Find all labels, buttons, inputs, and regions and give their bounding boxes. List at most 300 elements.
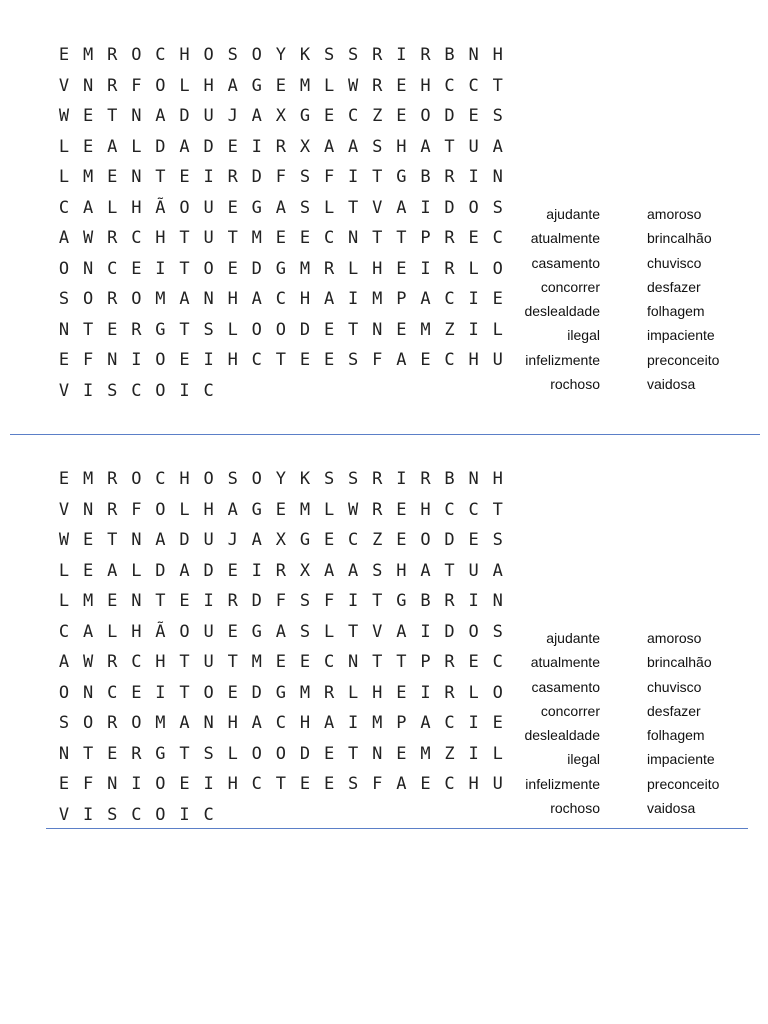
grid-letter: I: [420, 682, 431, 703]
word-list-item: ajudante: [546, 206, 600, 222]
grid-letter: Y: [275, 45, 287, 66]
grid-letter: A: [275, 621, 287, 642]
grid-letter: I: [83, 380, 94, 401]
grid-letter: R: [420, 469, 431, 490]
word-list-item: vaidosa: [647, 376, 696, 393]
grid-letter: N: [58, 743, 70, 764]
grid-letter: X: [275, 530, 287, 551]
grid-letter: O: [203, 469, 214, 490]
grid-letter: E: [396, 530, 407, 551]
grid-letter: B: [444, 45, 455, 66]
word-list-item: chuvisco: [647, 254, 702, 271]
grid-letter: X: [275, 106, 287, 127]
grid-letter: I: [203, 350, 214, 371]
grid-letter: C: [444, 350, 455, 371]
grid-letter: N: [468, 469, 479, 490]
grid-letter: N: [203, 713, 214, 734]
grid-letter: D: [155, 560, 166, 581]
grid-letter: C: [155, 45, 166, 66]
grid-letter: L: [58, 560, 70, 581]
grid-letter: S: [227, 45, 238, 66]
grid-letter: C: [203, 380, 214, 401]
grid-letter: S: [299, 591, 311, 612]
grid-letter: H: [179, 45, 190, 66]
grid-letter: S: [107, 804, 118, 825]
word-list-item: deslealdade: [524, 303, 600, 320]
grid-letter: M: [83, 469, 94, 490]
divider-line: [46, 828, 748, 829]
grid-letter: T: [107, 530, 118, 551]
grid-letter: A: [251, 106, 262, 127]
grid-letter: R: [107, 75, 118, 96]
grid-letter: A: [396, 774, 407, 795]
grid-letter: R: [227, 167, 238, 188]
grid-letter: T: [107, 106, 118, 127]
grid-letter: F: [323, 167, 335, 188]
grid-letter: C: [131, 804, 142, 825]
grid-letter: T: [348, 319, 359, 340]
grid-letter: Z: [444, 319, 455, 340]
grid-letter: T: [179, 258, 190, 279]
grid-letter: F: [131, 75, 142, 96]
grid-letter: T: [372, 591, 383, 612]
grid-letter: E: [396, 499, 407, 520]
grid-letter: M: [251, 228, 262, 249]
grid-letter: I: [420, 621, 431, 642]
word-list-item: chuvisco: [647, 678, 702, 695]
grid-letter: O: [83, 289, 94, 310]
grid-letter: E: [275, 652, 287, 673]
grid-letter: O: [179, 621, 190, 642]
grid-letter: S: [348, 774, 359, 795]
grid-letter: P: [396, 713, 407, 734]
grid-letter: V: [58, 380, 70, 401]
grid-letter: D: [444, 530, 455, 551]
grid-letter: G: [251, 621, 262, 642]
grid-letter: T: [227, 652, 238, 673]
grid-letter: O: [131, 289, 142, 310]
grid-letter: O: [83, 713, 94, 734]
grid-letter: L: [468, 682, 479, 703]
grid-letter: M: [420, 319, 431, 340]
grid-letter: L: [107, 197, 118, 218]
grid-letter: A: [155, 106, 166, 127]
grid-letter: E: [107, 167, 118, 188]
grid-letter: L: [179, 75, 190, 96]
grid-letter: W: [83, 228, 94, 249]
grid-letter: W: [58, 106, 70, 127]
grid-letter: D: [251, 167, 262, 188]
grid-letter: T: [348, 197, 359, 218]
grid-letter: T: [83, 743, 94, 764]
grid-letter: P: [420, 652, 431, 673]
grid-letter: R: [275, 136, 287, 157]
grid-letter: N: [372, 319, 383, 340]
grid-letter: O: [251, 743, 262, 764]
grid-letter: H: [131, 197, 142, 218]
grid-letter: Y: [275, 469, 287, 490]
grid-letter: A: [420, 560, 431, 581]
grid-letter: C: [444, 75, 455, 96]
grid-letter: A: [323, 136, 335, 157]
grid-letter: Ã: [155, 197, 166, 218]
grid-letter: L: [492, 319, 503, 340]
grid-letter: F: [83, 774, 94, 795]
grid-letter: D: [155, 136, 166, 157]
grid-letter: H: [372, 258, 383, 279]
grid-letter: E: [396, 106, 407, 127]
grid-letter: E: [107, 591, 118, 612]
grid-letter: D: [203, 136, 214, 157]
word-list-item: preconceito: [647, 351, 720, 368]
grid-letter: E: [299, 350, 311, 371]
grid-letter: E: [179, 167, 190, 188]
grid-letter: S: [107, 380, 118, 401]
grid-letter: R: [420, 45, 431, 66]
grid-letter: S: [58, 713, 70, 734]
grid-letter: H: [396, 136, 407, 157]
grid-letter: F: [131, 499, 142, 520]
grid-letter: I: [396, 45, 407, 66]
word-list-right: [647, 202, 757, 396]
grid-letter: N: [203, 289, 214, 310]
grid-letter: O: [155, 75, 166, 96]
grid-letter: L: [323, 197, 335, 218]
grid-letter: N: [492, 591, 503, 612]
grid-letter: E: [468, 652, 479, 673]
grid-letter: C: [348, 106, 359, 127]
grid-letter: O: [251, 319, 262, 340]
grid-letter: I: [203, 167, 214, 188]
grid-letter: E: [396, 743, 407, 764]
grid-letter: N: [131, 591, 142, 612]
grid-letter: A: [227, 75, 238, 96]
word-list-item: impaciente: [647, 751, 715, 768]
grid-letter: I: [348, 289, 359, 310]
grid-letter: R: [444, 682, 455, 703]
word-list-item: folhagem: [647, 727, 705, 744]
grid-letter: H: [227, 289, 238, 310]
grid-letter: N: [83, 499, 94, 520]
grid-letter: T: [275, 350, 287, 371]
grid-letter: T: [444, 136, 455, 157]
grid-letter: K: [299, 469, 311, 490]
grid-letter: E: [275, 228, 287, 249]
grid-letter: G: [299, 106, 311, 127]
grid-letter: H: [299, 713, 311, 734]
grid-letter: F: [83, 350, 94, 371]
word-list-item: concorrer: [540, 702, 600, 719]
grid-letter: A: [420, 136, 431, 157]
grid-letter: T: [179, 743, 190, 764]
grid-letter: E: [131, 258, 142, 279]
grid-letter: L: [227, 743, 238, 764]
grid-letter: O: [155, 380, 166, 401]
grid-letter: M: [155, 289, 166, 310]
grid-letter: E: [227, 560, 238, 581]
grid-letter: E: [58, 774, 70, 795]
grid-letter: R: [227, 591, 238, 612]
grid-letter: I: [179, 380, 190, 401]
grid-letter: N: [83, 75, 94, 96]
grid-letter: S: [492, 106, 503, 127]
grid-letter: S: [348, 350, 359, 371]
grid-letter: A: [107, 560, 118, 581]
grid-letter: A: [323, 713, 335, 734]
grid-letter: D: [203, 560, 214, 581]
grid-letter: R: [444, 591, 455, 612]
grid-letter: C: [131, 380, 142, 401]
grid-letter: U: [468, 136, 479, 157]
grid-letter: U: [468, 560, 479, 581]
grid-letter: C: [107, 682, 118, 703]
word-list-item: amoroso: [647, 630, 702, 646]
grid-letter: W: [348, 75, 359, 96]
grid-letter: H: [420, 499, 431, 520]
grid-letter: H: [203, 499, 214, 520]
grid-letter: M: [83, 45, 94, 66]
grid-letter: N: [131, 530, 142, 551]
grid-letter: C: [58, 621, 70, 642]
grid-letter: H: [179, 469, 190, 490]
grid-letter: B: [444, 469, 455, 490]
grid-letter: F: [372, 774, 383, 795]
grid-letter: E: [396, 682, 407, 703]
grid-letter: H: [492, 45, 503, 66]
grid-letter: E: [227, 136, 238, 157]
grid-letter: E: [179, 774, 190, 795]
grid-letter: E: [323, 774, 335, 795]
grid-letter: R: [107, 652, 118, 673]
grid-letter: U: [203, 228, 214, 249]
grid-letter: I: [468, 289, 479, 310]
grid-letter: O: [131, 45, 142, 66]
word-list-item: casamento: [531, 678, 600, 695]
grid-letter: E: [468, 228, 479, 249]
grid-letter: U: [203, 652, 214, 673]
grid-letter: A: [179, 136, 190, 157]
grid-letter: E: [58, 350, 70, 371]
grid-letter: G: [155, 743, 166, 764]
grid-letter: M: [372, 713, 383, 734]
grid-letter: E: [275, 75, 287, 96]
grid-letter: I: [203, 591, 214, 612]
grid-letter: S: [227, 469, 238, 490]
grid-letter: Z: [444, 743, 455, 764]
word-list-item: atualmente: [530, 654, 600, 671]
grid-letter: S: [323, 469, 335, 490]
grid-letter: V: [372, 197, 383, 218]
grid-letter: T: [227, 228, 238, 249]
grid-letter: H: [468, 350, 479, 371]
grid-letter: U: [203, 530, 214, 551]
grid-letter: G: [396, 591, 407, 612]
word-list-item: brincalhão: [647, 230, 712, 247]
grid-letter: O: [131, 713, 142, 734]
grid-letter: H: [299, 289, 311, 310]
grid-letter: L: [492, 743, 503, 764]
grid-letter: G: [275, 682, 287, 703]
grid-letter: C: [444, 713, 455, 734]
grid-letter: D: [299, 743, 311, 764]
grid-letter: O: [492, 682, 503, 703]
grid-letter: M: [251, 652, 262, 673]
grid-letter: T: [179, 228, 190, 249]
word-list-item: brincalhão: [647, 654, 712, 671]
word-list-item: ilegal: [567, 751, 600, 768]
grid-letter: M: [420, 743, 431, 764]
grid-letter: N: [372, 743, 383, 764]
grid-letter: E: [107, 319, 118, 340]
grid-letter: S: [348, 469, 359, 490]
grid-letter: L: [131, 136, 142, 157]
grid-letter: N: [468, 45, 479, 66]
grid-letter: T: [396, 228, 407, 249]
grid-letter: O: [155, 350, 166, 371]
grid-letter: E: [83, 106, 94, 127]
word-list-item: deslealdade: [524, 727, 600, 744]
grid-letter: D: [251, 682, 262, 703]
grid-letter: C: [131, 652, 142, 673]
grid-letter: N: [107, 350, 118, 371]
grid-letter: I: [131, 350, 142, 371]
grid-letter: I: [468, 713, 479, 734]
grid-letter: E: [396, 319, 407, 340]
grid-letter: H: [227, 350, 238, 371]
grid-letter: R: [131, 743, 142, 764]
grid-letter: K: [299, 45, 311, 66]
word-list-left: [510, 626, 600, 820]
grid-letter: E: [179, 591, 190, 612]
grid-letter: A: [323, 560, 335, 581]
grid-letter: I: [396, 469, 407, 490]
grid-letter: B: [420, 167, 431, 188]
grid-letter: T: [179, 319, 190, 340]
grid-letter: R: [107, 45, 118, 66]
grid-letter: V: [58, 75, 70, 96]
grid-letter: W: [348, 499, 359, 520]
grid-letter: E: [299, 652, 311, 673]
grid-letter: I: [251, 136, 262, 157]
grid-letter: F: [275, 591, 287, 612]
grid-letter: E: [131, 682, 142, 703]
grid-letter: I: [468, 743, 479, 764]
grid-letter: D: [444, 197, 455, 218]
grid-letter: J: [227, 530, 238, 551]
grid-letter: A: [275, 197, 287, 218]
grid-letter: U: [492, 350, 503, 371]
grid-letter: E: [492, 713, 503, 734]
grid-letter: T: [372, 652, 383, 673]
grid-letter: E: [83, 530, 94, 551]
grid-letter: O: [420, 530, 431, 551]
grid-letter: L: [179, 499, 190, 520]
grid-letter: C: [107, 258, 118, 279]
grid-letter: O: [131, 469, 142, 490]
word-list-item: impaciente: [647, 327, 715, 344]
grid-letter: C: [444, 499, 455, 520]
grid-letter: W: [83, 652, 94, 673]
grid-letter: A: [179, 560, 190, 581]
grid-letter: D: [444, 106, 455, 127]
grid-letter: R: [323, 682, 335, 703]
grid-letter: E: [83, 136, 94, 157]
grid-letter: G: [396, 167, 407, 188]
grid-letter: A: [107, 136, 118, 157]
grid-letter: L: [58, 591, 70, 612]
grid-letter: I: [420, 197, 431, 218]
word-list-right: [647, 626, 757, 820]
grid-letter: A: [323, 289, 335, 310]
grid-letter: M: [299, 682, 311, 703]
grid-letter: H: [396, 560, 407, 581]
word-list-item: concorrer: [540, 278, 600, 295]
grid-letter: A: [58, 652, 70, 673]
grid-letter: T: [348, 621, 359, 642]
grid-letter: L: [58, 136, 70, 157]
grid-letter: S: [323, 45, 335, 66]
grid-letter: L: [323, 621, 335, 642]
grid-letter: A: [251, 530, 262, 551]
grid-letter: S: [299, 167, 311, 188]
grid-letter: H: [372, 682, 383, 703]
grid-letter: T: [179, 652, 190, 673]
grid-letter: U: [492, 774, 503, 795]
grid-letter: T: [492, 75, 503, 96]
grid-letter: L: [227, 319, 238, 340]
word-list-item: infelizmente: [525, 351, 600, 368]
grid-letter: R: [372, 45, 383, 66]
grid-letter: D: [251, 258, 262, 279]
grid-letter: C: [275, 289, 287, 310]
grid-letter: E: [323, 106, 335, 127]
grid-letter: E: [227, 621, 238, 642]
grid-letter: R: [131, 319, 142, 340]
word-list-item: rochoso: [550, 376, 600, 393]
grid-letter: N: [58, 319, 70, 340]
word-list-item: folhagem: [647, 303, 705, 320]
grid-letter: A: [83, 197, 94, 218]
grid-letter: E: [275, 499, 287, 520]
word-list-item: preconceito: [647, 775, 720, 792]
grid-letter: H: [227, 774, 238, 795]
grid-letter: E: [227, 258, 238, 279]
grid-letter: T: [275, 774, 287, 795]
grid-letter: L: [468, 258, 479, 279]
grid-letter: H: [468, 774, 479, 795]
grid-letter: C: [492, 652, 503, 673]
grid-letter: I: [83, 804, 94, 825]
grid-letter: C: [323, 228, 335, 249]
grid-letter: V: [58, 499, 70, 520]
grid-letter: D: [179, 530, 190, 551]
grid-letter: E: [107, 743, 118, 764]
grid-letter: H: [420, 75, 431, 96]
grid-letter: M: [299, 75, 311, 96]
grid-letter: S: [348, 45, 359, 66]
grid-letter: O: [203, 258, 214, 279]
grid-letter: N: [348, 652, 359, 673]
grid-letter: E: [323, 319, 335, 340]
grid-letter: C: [203, 804, 214, 825]
grid-letter: A: [396, 197, 407, 218]
word-list-item: desfazer: [647, 702, 701, 719]
grid-letter: S: [372, 136, 383, 157]
grid-letter: E: [83, 560, 94, 581]
grid-letter: C: [251, 774, 262, 795]
grid-letter: D: [179, 106, 190, 127]
grid-letter: P: [420, 228, 431, 249]
